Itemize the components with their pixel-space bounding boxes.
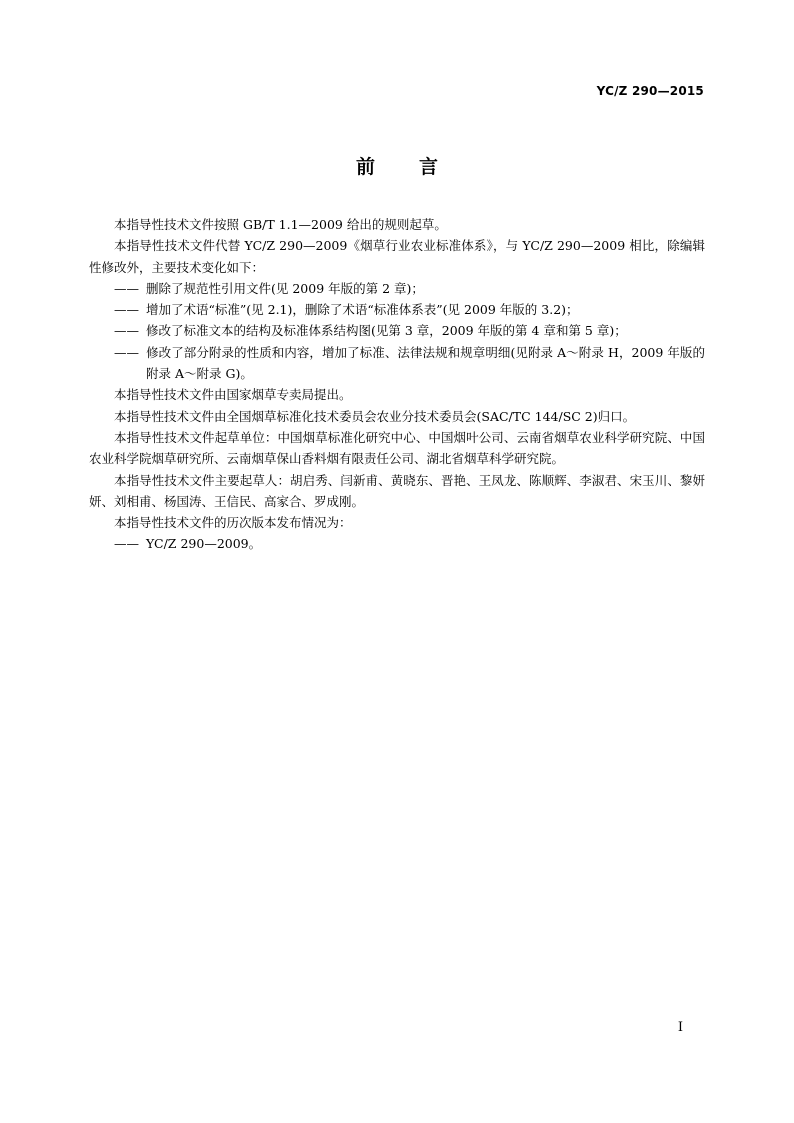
paragraph-proposed-by: 本指导性技术文件由国家烟草专卖局提出。 bbox=[114, 387, 352, 403]
page-number: I bbox=[677, 1020, 683, 1035]
paragraph-drafting-rules: 本指导性技术文件按照 GB/T 1.1—2009 给出的规则起草。 bbox=[114, 217, 447, 232]
change-item-text: 删除了规范性引用文件(见 2009 年版的第 2 章)； bbox=[146, 280, 424, 296]
dash-mark: —— bbox=[114, 344, 139, 360]
change-item-text: 修改了标准文本的结构及标准体系结构图(见第 3 章，2009 年版的第 4 章和第 5 章)； bbox=[146, 323, 627, 339]
dash-mark: —— bbox=[114, 280, 139, 296]
history-item bbox=[89, 533, 705, 554]
change-item-text: 修改了部分附录的性质和内容，增加了标准、法律法规和规章明细(见附录 A～附录 H，2009 年版的附录 A～附录 G)。 bbox=[146, 344, 705, 382]
change-item bbox=[89, 299, 705, 320]
paragraph-under-jurisdiction: 本指导性技术文件由全国烟草标准化技术委员会农业分技术委员会(SAC/TC 144/SC 2)归口。 bbox=[114, 408, 636, 424]
dash-mark: —— bbox=[114, 302, 139, 318]
paragraph-replaces: 本指导性技术文件代替 YC/Z 290—2009《烟草行业农业标准体系》，与 YC/Z 290—2009 相比，除编辑性修改外，主要技术变化如下： bbox=[89, 238, 705, 275]
change-item bbox=[89, 342, 705, 385]
paragraph-drafters: 本指导性技术文件主要起草人：胡启秀、闫新甫、黄晓东、晋艳、王凤龙、陈顺辉、李淑君、宋玉川、黎妍妍、刘相甫、杨国涛、王信民、高家合、罗成刚。 bbox=[89, 472, 705, 509]
paragraph-history: 本指导性技术文件的历次版本发布情况为： bbox=[114, 515, 352, 531]
change-item bbox=[89, 320, 705, 341]
foreword-body bbox=[89, 214, 705, 555]
dash-mark: —— bbox=[114, 536, 139, 552]
standard-code: YC/Z 290—2015 bbox=[596, 84, 704, 98]
dash-mark: —— bbox=[114, 323, 139, 339]
page-title: 前言 bbox=[355, 156, 482, 178]
history-item-text: YC/Z 290—2009。 bbox=[146, 536, 262, 552]
change-item-text: 增加了术语“标准”(见 2.1)，删除了术语“标准体系表”(见 2009 年版的 3.2)； bbox=[146, 302, 579, 318]
paragraph-drafting-units: 本指导性技术文件起草单位：中国烟草标准化研究中心、中国烟叶公司、云南省烟草农业科学研究院、中国农业科学院烟草研究所、云南烟草保山香料烟有限责任公司、湖北省烟草科学研究院。 bbox=[89, 429, 705, 467]
change-item bbox=[89, 278, 705, 299]
